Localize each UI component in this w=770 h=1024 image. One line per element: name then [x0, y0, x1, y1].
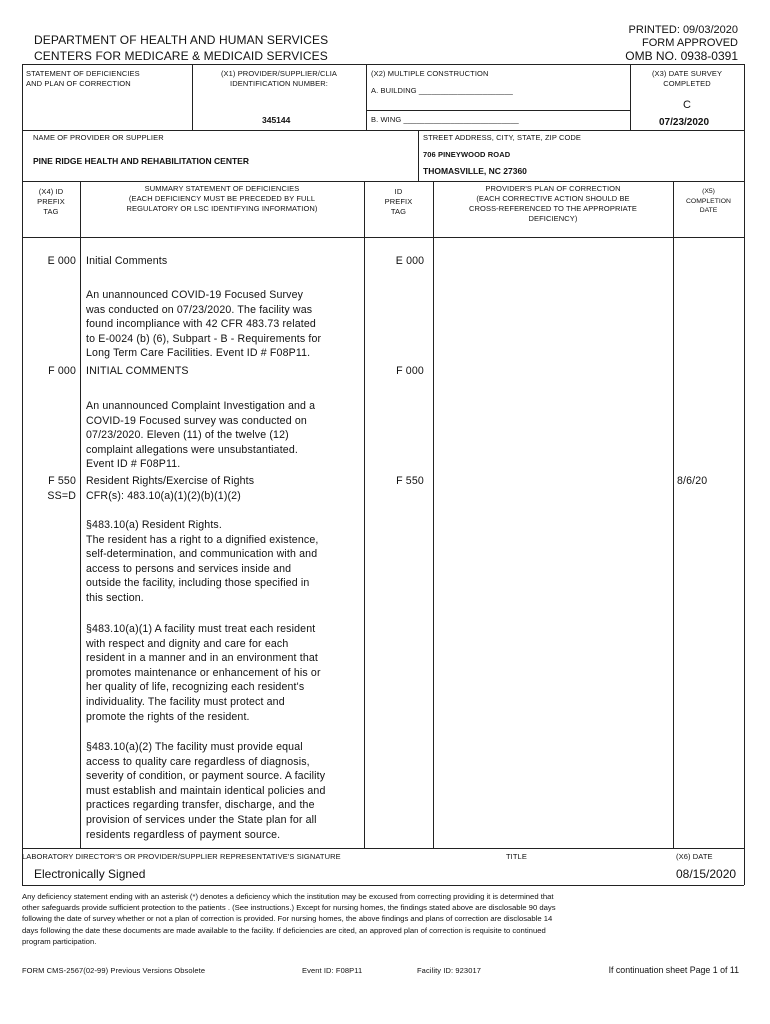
agency-name: CENTERS FOR MEDICARE & MEDICAID SERVICES — [34, 49, 328, 63]
omb-number: OMB NO. 0938-0391 — [625, 49, 738, 63]
completion-date: 8/6/20 — [677, 475, 708, 487]
tag-f000-right: F 000 — [396, 365, 424, 377]
statement-label: STATEMENT OF DEFICIENCIES AND PLAN OF CORRECTION — [26, 69, 140, 88]
x2-label: (X2) MULTIPLE CONSTRUCTION — [371, 69, 489, 78]
id-prefix-header: ID PREFIX TAG — [384, 187, 413, 216]
plan-header: PROVIDER'S PLAN OF CORRECTION (EACH CORRECTIVE ACTION SHOULD BE CROSS-REFERENCED TO THE APPROPRIATE DEFICIENCY) — [469, 184, 637, 223]
signature-label: LABORATORY DIRECTOR'S OR PROVIDER/SUPPLIER REPRESENTATIVE'S SIGNATURE — [22, 852, 341, 861]
provider-id-number: 345144 — [262, 115, 291, 125]
address-line-2: THOMASVILLE, NC 27360 — [423, 166, 527, 176]
f000-text: An unannounced Complaint Investigation and a COVID-19 Focused survey was conducted on 07/23/2020. Eleven (11) of the twelve (12) complaint allegations were unsubstantiated. Event ID # F08P11. — [86, 400, 316, 471]
x1-label: (X1) PROVIDER/SUPPLIER/CLIA IDENTIFICATION NUMBER: — [220, 69, 338, 88]
printed-date: PRINTED: 09/03/2020 — [628, 24, 738, 36]
tag-f550: F 550 — [48, 475, 76, 487]
rule — [673, 181, 674, 848]
rule — [433, 181, 434, 848]
x2-wing: B. WING ___________________________ — [371, 115, 519, 124]
tag-e000: E 000 — [47, 255, 76, 267]
f550-paragraph-1: §483.10(a) Resident Rights. The resident has a right to a dignified existence, self-determination, and communication with and access to persons and services inside and outside the facility, including those specified in this section. — [86, 519, 319, 604]
x4-header: (X4) ID PREFIX TAG — [37, 187, 65, 216]
form-approved: FORM APPROVED — [642, 37, 738, 49]
facility-id: Facility ID: 923017 — [417, 966, 482, 975]
rule — [22, 130, 744, 131]
e000-text: An unannounced COVID-19 Focused Survey was conducted on 07/23/2020. The facility was found incompliance with 42 CFR 483.73 related to E-0024 (b) (6), Subpart - B - Requirements for Long Term Care Facilities. Event ID # F08P11. — [86, 289, 322, 360]
f550-paragraph-2: §483.10(a)(1) A facility must treat each resident with respect and dignity and care for each resident in a manner and in an environment that promotes maintenance or enhancement of his or her quality of life, recognizing each resident's individuality. The facility must protect and promote the rights of the resident. — [86, 623, 321, 723]
event-id: Event ID: F08P11 — [302, 966, 363, 975]
title-label: TITLE — [506, 852, 527, 861]
scope-severity: SS=D — [47, 490, 76, 502]
address-line-1: 706 PINEYWOOD ROAD — [423, 150, 511, 159]
signature-date: 08/15/2020 — [676, 867, 737, 881]
department-name: DEPARTMENT OF HEALTH AND HUMAN SERVICES — [34, 33, 329, 47]
e000-title: Initial Comments — [86, 255, 168, 267]
rule — [744, 64, 745, 885]
summary-header: SUMMARY STATEMENT OF DEFICIENCIES (EACH DEFICIENCY MUST BE PRECEDED BY FULL REGULATORY OR LSC IDENTIFYING INFORMATION) — [126, 184, 318, 213]
f550-paragraph-3: §483.10(a)(2) The facility must provide equal access to quality care regardless of diagnosis, severity of condition, or payment source. A facility must establish and maintain identical policies and practices regarding transfer, discharge, and the provision of services under the State plan for all residents regardless of payment source. — [86, 741, 326, 841]
rule — [418, 130, 419, 181]
rule — [366, 64, 367, 130]
provider-name: PINE RIDGE HEALTH AND REHABILITATION CENTER — [33, 156, 249, 166]
signature-value: Electronically Signed — [34, 867, 146, 881]
x3-letter: C — [683, 99, 691, 111]
form-id: FORM CMS-2567(02-99) Previous Versions Obsolete — [22, 966, 206, 975]
rule — [80, 181, 81, 848]
x3-label: (X3) DATE SURVEY COMPLETED — [651, 69, 723, 88]
tag-f000: F 000 — [48, 365, 76, 377]
x2-building: A. BUILDING ______________________ — [371, 86, 513, 95]
rule — [22, 237, 744, 238]
f550-title: Resident Rights/Exercise of Rights — [86, 475, 255, 487]
rule — [22, 848, 744, 849]
rule — [22, 885, 744, 886]
rule — [22, 181, 744, 182]
rule — [366, 110, 630, 111]
tag-f550-right: F 550 — [396, 475, 424, 487]
rule — [364, 181, 365, 848]
page-info: If continuation sheet Page 1 of 11 — [608, 965, 739, 975]
x6-date-label: (X6) DATE — [676, 852, 713, 861]
survey-completed-date: 07/23/2020 — [659, 117, 710, 128]
f000-title: INITIAL COMMENTS — [86, 365, 189, 377]
x5-header: (X5) COMPLETION DATE — [686, 188, 731, 214]
tag-e000-right: E 000 — [395, 255, 425, 267]
disclaimer-text: Any deficiency statement ending with an asterisk (*) denotes a deficiency which the institution may be excused from correcting providing it is determined that other safeguards provide sufficient protection to the patients . (See instructions.) Except for nursing homes, the findings stated above are disclosable 90 days following the date of survey whether or not a plan of correction is provided. For nursing homes, the above findings and plans of correction are disclosable 14 days following the date these documents are made available to the facility. If deficiencies are cited, an approved plan of correction is requisite to continued program participation. — [22, 892, 556, 946]
rule — [22, 64, 744, 65]
address-label: STREET ADDRESS, CITY, STATE, ZIP CODE — [423, 133, 582, 142]
f550-cfr: CFR(s): 483.10(a)(1)(2)(b)(1)(2) — [86, 490, 241, 502]
provider-name-label: NAME OF PROVIDER OR SUPPLIER — [33, 133, 164, 142]
